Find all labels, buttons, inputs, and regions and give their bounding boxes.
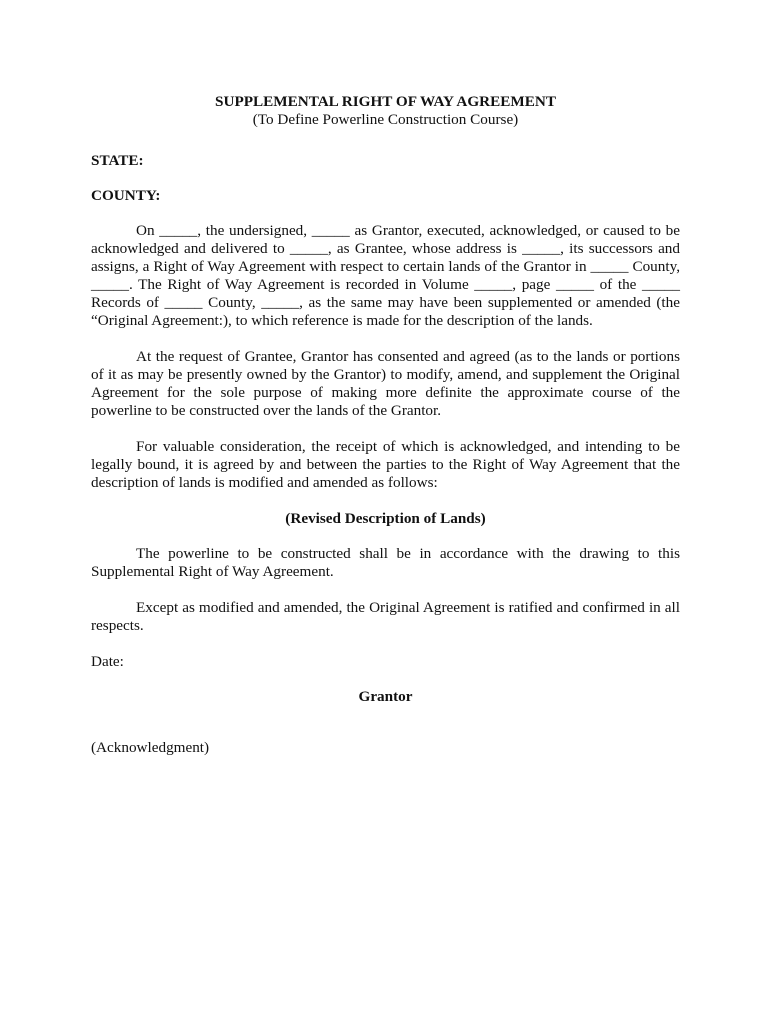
powerline-paragraph: The powerline to be constructed shall be in accordance with the drawing to this Supplemental Right of Way Agreement. (91, 545, 680, 580)
state-label: STATE: (91, 152, 144, 169)
grantor-label: Grantor (358, 688, 413, 705)
document-subtitle: (To Define Powerline Construction Course) (252, 111, 519, 128)
consent-paragraph: At the request of Grantee, Grantor has consented and agreed (as to the lands or portions of it as may be presently owned by the Grantor) to modify, amend, and supplement the Original Agreement for the sole purpose of making more definite the approximate course of the powerline to be constructed over the lands of the Grantor. (91, 348, 680, 419)
consideration-paragraph: For valuable consideration, the receipt of which is acknowledged, and intending to be legally bound, it is agreed by and between the parties to the Right of Way Agreement that the description of lands is modified and amended as follows: (91, 438, 680, 491)
document-page (91, 93, 680, 757)
ratification-paragraph: Except as modified and amended, the Original Agreement is ratified and confirmed in all respects. (91, 599, 680, 634)
recital-paragraph: On _____, the undersigned, _____ as Grantor, executed, acknowledged, or caused to be acknowledged and delivered to _____, as Grantee, whose address is _____, its successors and assigns, a Right of Way Agreement with respect to certain lands of the Grantor in _____ County, _____. The Right of Way Agreement is recorded in Volume _____, page _____ of the _____ Records of _____ County, _____, as the same may have been supplemented or amended (the “Original Agreement:), to which reference is made for the description of the lands. (91, 222, 680, 329)
revised-description-heading: (Revised Description of Lands) (285, 510, 486, 527)
acknowledgment-label: (Acknowledgment) (91, 739, 210, 756)
date-label: Date: (91, 653, 124, 670)
county-label: COUNTY: (91, 187, 161, 204)
document-title: SUPPLEMENTAL RIGHT OF WAY AGREEMENT (215, 93, 556, 110)
